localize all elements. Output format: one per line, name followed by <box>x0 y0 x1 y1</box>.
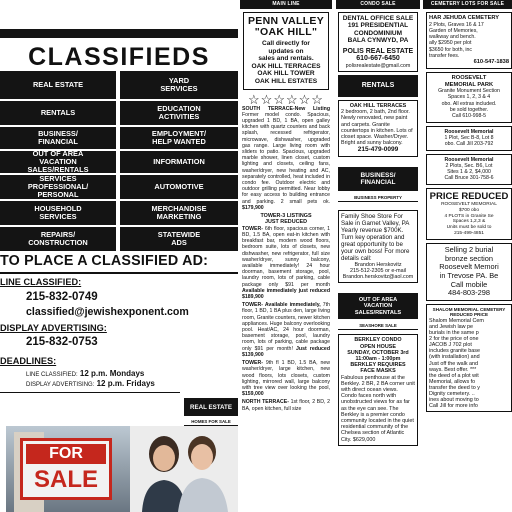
line-classified-phone[interactable]: 215-832-0749 <box>26 291 98 303</box>
category-business[interactable] <box>0 127 116 149</box>
for-sale-sign-photo <box>6 426 130 512</box>
sign-for: FOR <box>26 444 106 464</box>
ad-title: HAR JEHUDA CEMETERY <box>429 15 500 21</box>
ad-title: BERKLEY CONDO OPEN HOUSE SUNDAY, OCTOBER 3rd 11:00am - 1:00pm BERKLEY REQUIRES FACE MASKS <box>347 337 409 375</box>
line-classified-label: LINE CLASSIFIED: <box>0 277 82 287</box>
top-rule <box>0 29 238 38</box>
out-of-area-header: OUT OF AREA VACATION SALES/RENTALS <box>338 293 418 319</box>
listing-text: 1st floor, 2 BD, 2 BA, open kitchen, full size <box>242 399 330 412</box>
ad-body: 1 Plot, Sec B-8, Lot 8 obo. Call Jill 203-792 <box>444 134 494 148</box>
rentals-header: RENTALS <box>338 75 418 97</box>
shoe-store-ad <box>338 210 418 284</box>
category-label: SERVICES PROFESSIONAL/ PERSONAL <box>27 174 89 199</box>
ad-body: Family Shoe Store For Sale in Garnet Valley, PA Yearly revenue $700K. Turn key operation and great opportunity to be your own boss! For more details call: <box>341 212 410 262</box>
line-classified-email[interactable]: classified@jewishexponent.com <box>26 306 189 318</box>
category-real-estate[interactable] <box>0 71 116 99</box>
listing-lead: TOWER- <box>242 225 263 232</box>
deadline-line-value: 12 p.m. Mondays <box>79 369 145 378</box>
category-label: EMPLOYMENT/ HELP WANTED <box>151 129 207 146</box>
ad-title: SHALOM MEMORIAL CEMETERY REDUCED PRICE <box>432 306 506 318</box>
berkley-condo-ad <box>338 334 418 445</box>
ad-title: OAK HILL TERRACES <box>349 102 407 109</box>
category-information[interactable] <box>120 151 238 173</box>
real-estate-header: REAL ESTATE <box>184 398 238 416</box>
ad-title: Roosevelt Memorial <box>444 128 494 135</box>
listing-text: 7th floor, 1 BD, 1 BA plus den, large living room, Granite counters, newer kitchen appliances. Huge balcony overlooking pool. Heat/AC, 24 hour doorman, basement storage, pool, laundry room, lots of parking, cable package only $91 per month! <box>242 302 330 352</box>
category-household[interactable] <box>0 201 116 225</box>
listing-text: 6th floor, spacious corner, 1 BD, 1.5 BA, open eat-in kitchen with breakfast bar, modern wood floors, bedroom suite, lots of closets, new dishwasher, new refrigerator, full size washer/dryer, sunny balcony, available immediately! 24 hour doorman, basement storage, pool, laundry room, lots of parking, cable package only $91 per month <box>242 225 330 288</box>
category-repairs[interactable] <box>0 227 116 251</box>
divider <box>0 272 238 274</box>
ad-contact-name: Brandon Herskovitz <box>354 261 402 268</box>
deadline-display-label: DISPLAY ADVERTISING: <box>26 382 95 388</box>
har-jehuda-ad <box>426 12 512 69</box>
ad-body: 2 bedroom, 2 bath, 2nd floor. Newly renovated, new paint and carpets. Granite countertops in kitchen. Lots of closet space. Washer/Dryer. Bright and sunny balcony. <box>341 109 413 147</box>
category-label: RENTALS <box>40 108 76 117</box>
listing-lead: NORTH TERRACE- <box>242 399 289 406</box>
page-title: CLASSIFIEDS <box>28 43 210 71</box>
deadline-line-label: LINE CLASSIFIED: <box>26 372 78 378</box>
ad-phone[interactable]: 610-547-1838 <box>473 59 509 66</box>
category-label: MERCHANDISE MARKETING <box>151 204 207 221</box>
shalom-memorial-ad <box>426 304 512 413</box>
price-reduced-ad <box>426 188 512 240</box>
listing-tower-3 <box>240 360 332 397</box>
roosevelt-memorial-ad-1 <box>426 72 512 123</box>
category-label: HOUSEHOLD SERVICES <box>34 204 82 221</box>
column-header: MAIN LINE <box>240 0 332 9</box>
ad-phone[interactable]: 215-479-0099 <box>357 146 399 154</box>
category-automotive[interactable] <box>120 175 238 199</box>
ad-body: 2 Plots, Graves 16 & 17 Garden of Memories, walkway and bench. ally $2950 per plot $3650 for both, inc transfer fees. <box>429 21 484 60</box>
category-label: STATEWIDE ADS <box>157 230 201 247</box>
classified-index <box>0 0 238 512</box>
category-services[interactable] <box>0 175 116 199</box>
ad-body: 2 Plots, Sec. B6, Lot Sites 1 & 2, $4,000 Call Bruce 301-758-6 <box>444 162 494 182</box>
category-yard-services[interactable] <box>120 71 238 99</box>
ad-title: Roosevelt Memorial <box>444 156 494 163</box>
cemetery-lots-column <box>423 0 512 512</box>
roosevelt-memorial-ad-2 <box>426 126 512 151</box>
ad-body: Shalom Memorial Cem and Jewish law pe burials in the same p 2 for the price of one JACOB J 702 plot includes granite base (with installation) and Just off the walk and ways. Best offer. *** the deed of a plot wit Memorial, allows fo transfer the deed to y Dignity cemetery. .. ines about moving to Call Jill for more info <box>429 317 484 410</box>
ad-body: Selling 2 burial bronze section Roosevelt Memori in Trevose PA. Be Call mobile 484-803-298 <box>439 245 499 298</box>
roosevelt-memorial-ad-3 <box>426 154 512 185</box>
column-header: CEMETERY LOTS FOR SALE <box>423 0 512 9</box>
ad-title: PRICE REDUCED <box>429 190 509 202</box>
business-financial-header: BUSINESS/ FINANCIAL <box>338 167 418 191</box>
category-education[interactable] <box>120 101 238 125</box>
business-property-header: BUSINESS PROPERTY <box>338 194 418 202</box>
category-label: AUTOMOTIVE <box>154 182 204 191</box>
ad-brand: POLIS REAL ESTATE <box>342 48 414 56</box>
deadline-display <box>26 379 155 388</box>
category-label: REAL ESTATE <box>32 80 84 89</box>
ad-body: Call directly for updates on sales and rentals. OAK HILL TERRACES OAK HILL TOWER OAK HILL ESTATES <box>251 40 321 85</box>
listing-price: $159,000 <box>242 391 264 398</box>
display-advertising-phone[interactable]: 215-832-0753 <box>26 336 98 348</box>
listing-price: Just reduced $139,900 <box>242 345 330 358</box>
listing-price: $179,900 <box>242 204 264 211</box>
category-employment[interactable] <box>120 127 238 149</box>
ad-phone[interactable]: 215-512-2305 or e-mail <box>349 267 407 274</box>
deadline-display-value: 12 p.m. Fridays <box>96 379 155 388</box>
category-label: REPAIRS/ CONSTRUCTION <box>28 230 88 247</box>
ad-email[interactable]: Brandon.herskovitz@aol.com <box>342 274 414 281</box>
ad-title: DENTAL OFFICE SALE 191 PRESIDENTIAL CONDOMINIUM BALA CYNWYD, PA <box>342 15 414 44</box>
display-advertising-label: DISPLAY ADVERTISING: <box>0 323 107 333</box>
sign-sale: SALE <box>33 466 98 493</box>
place-ad-heading: TO PLACE A CLASSIFIED AD: <box>0 253 209 269</box>
listing-lead: TOWER- Available immediately, <box>242 302 321 309</box>
category-label: EDUCATION ACTIVITIES <box>157 104 201 121</box>
condo-sale-column <box>336 0 420 446</box>
category-statewide[interactable] <box>120 227 238 251</box>
ad-title: ROOSEVELT MEMORIAL PARK <box>444 74 494 88</box>
column-header: CONDO SALE <box>336 0 420 9</box>
penn-valley-ad <box>243 12 329 90</box>
dental-office-ad <box>338 12 418 72</box>
listing-text: 9th fl 1 BD, 1.5 BA, new washer/dryer, large kitchen, new wood floors, lots closets, custom lighting, mirrored wall, large balcony with tree view over looking the pool, <box>242 360 330 391</box>
listing-lead: SOUTH TERRACE-New Listing <box>242 105 330 112</box>
ad-phone[interactable]: 610-667-6450 <box>356 55 400 63</box>
listing-lead: TOWER- <box>242 360 263 367</box>
ad-title: PENN VALLEY "OAK HILL" <box>247 15 325 38</box>
main-line-column <box>240 0 332 412</box>
category-label: INFORMATION <box>153 157 205 166</box>
burial-plots-ad <box>426 243 512 301</box>
category-out-of-area[interactable] <box>0 151 116 173</box>
for-sale-sign <box>20 438 112 500</box>
listing-price: Available immediately just reduced $189,900 <box>242 287 330 301</box>
ad-body: ROOSEVELT MEMORIAL $700 obo 4 PLOTS in Granite Se Spaces 1,2,3 & Units must be sold to 215-499-4851 <box>441 201 497 237</box>
section-title: TOWER-3 LISTINGS JUST REDUCED <box>260 213 312 226</box>
category-label: YARD SERVICES <box>160 76 198 93</box>
oak-hill-rental-ad <box>338 100 418 157</box>
listing-south-terrace <box>240 106 332 211</box>
category-rentals[interactable] <box>0 101 116 125</box>
ad-email[interactable]: polisrealestate@gmail.com <box>345 62 411 69</box>
couple-illustration <box>130 426 238 512</box>
listing-text: Former model condo. Spacious, upgraded 1 BD, 1 BA, open galley kitchen with quartz counters and back splash, recessed refrigerator, microwave, dishwasher, upgraded gas range. Large living room with sliders to patio. Spacious, upgraded marble shower, linen closet, custom lighting and closets, ceiling fans, washer/dryer, new heating and AC, separately controlled, heat included in condo fee. Outdoor electric and outdoor grilling permitted. Near lobby for easy access to building entrance and parking. 2 small pets ok. <box>242 111 330 205</box>
ad-body: Fabulous penthouse at the Berkley. 2 BR, 2 BA corner unit with direct ocean views. Condo faces north with unobstructed views for as far as the eye can see. The Berkley is a premier condo community located in the quiet residential community of the Chelsea section of Atlantic City. $629,000 <box>341 374 415 443</box>
listing-tower-2 <box>240 302 332 358</box>
category-label: OUT OF AREA VACATION SALES/RENTALS <box>27 149 89 174</box>
star-divider: ☆☆☆☆☆☆ <box>248 91 324 107</box>
homes-for-sale-header: HOMES FOR SALE <box>184 418 238 426</box>
listing-north-terrace <box>240 399 332 411</box>
seashore-sale-header: SEASHORE SALE <box>338 322 418 330</box>
category-merchandise[interactable] <box>120 201 238 225</box>
deadline-line <box>26 369 144 378</box>
category-label: BUSINESS/ FINANCIAL <box>38 129 78 146</box>
listing-tower-1 <box>240 226 332 300</box>
ad-body: Granite Monument Section Spaces 1, 2, 3 & 4 obo. All extras included. be sold together. Call 610-998-5 <box>438 88 500 120</box>
deadlines-label: DEADLINES: <box>0 356 57 366</box>
couple-photo <box>130 426 238 512</box>
divider <box>0 392 180 393</box>
